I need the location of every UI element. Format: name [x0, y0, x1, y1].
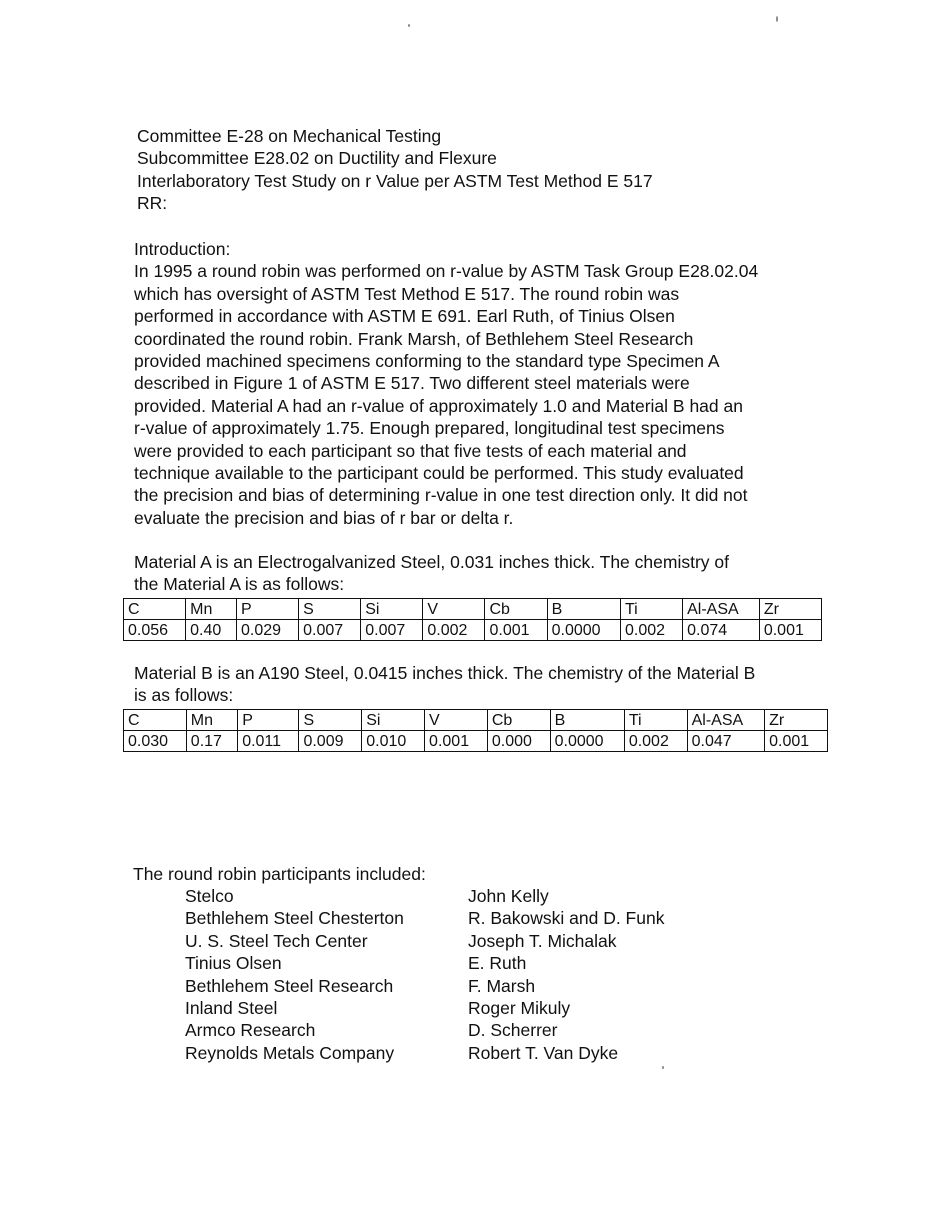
- introduction-line: r-value of approximately 1.75. Enough prepared, longitudinal test specimens: [134, 418, 725, 439]
- introduction-line: were provided to each participant so that five tests of each material and: [134, 440, 687, 461]
- introduction-line: coordinated the round robin. Frank Marsh, of Bethlehem Steel Research: [134, 328, 694, 349]
- scan-speck: [408, 24, 410, 27]
- header-line-committee: Committee E-28 on Mechanical Testing: [137, 126, 442, 146]
- table-cell: 0.047: [687, 731, 765, 752]
- table-header-cell: V: [425, 710, 488, 731]
- participant-organization: U. S. Steel Tech Center: [185, 930, 368, 951]
- participant-contact: D. Scherrer: [468, 1020, 558, 1041]
- table-cell: 0.001: [765, 731, 828, 752]
- table-header-cell: S: [299, 710, 362, 731]
- table-header-cell: P: [238, 710, 299, 731]
- table-cell: 0.001: [485, 620, 547, 641]
- table-header-cell: Ti: [620, 599, 682, 620]
- participant-contact: F. Marsh: [468, 975, 536, 996]
- participant-organization: Armco Research: [185, 1020, 316, 1041]
- material-a-line: Material A is an Electrogalvanized Steel, 0.031 inches thick. The chemistry of: [134, 552, 729, 572]
- table-header-row: [124, 599, 822, 620]
- table-header-cell: Mn: [186, 599, 237, 620]
- table-header-cell: V: [423, 599, 485, 620]
- table-header-cell: B: [547, 599, 620, 620]
- table-cell: 0.17: [186, 731, 237, 752]
- table-header-cell: S: [299, 599, 361, 620]
- material-b-chemistry-table: [123, 709, 828, 752]
- table-header-cell: Si: [361, 599, 423, 620]
- table-header-cell: Cb: [485, 599, 547, 620]
- table-header-row: [124, 710, 828, 731]
- introduction-line: evaluate the precision and bias of r bar or delta r.: [134, 507, 514, 528]
- material-a-chemistry-table: [123, 598, 822, 641]
- participant-organization: Bethlehem Steel Chesterton: [185, 908, 404, 929]
- table-header-cell: Al-ASA: [687, 710, 765, 731]
- participant-contact: R. Bakowski and D. Funk: [468, 908, 665, 929]
- table-cell: 0.40: [186, 620, 237, 641]
- participant-contact: Joseph T. Michalak: [468, 930, 617, 951]
- scan-speck: [776, 16, 778, 22]
- table-row: [124, 731, 828, 752]
- table-cell: 0.0000: [547, 620, 620, 641]
- table-cell: 0.010: [362, 731, 425, 752]
- table-cell: 0.009: [299, 731, 362, 752]
- participant-contacts: [468, 885, 664, 1064]
- participant-contact: Robert T. Van Dyke: [468, 1042, 619, 1063]
- table-cell: 0.074: [683, 620, 760, 641]
- participants-list: [185, 885, 664, 1064]
- participant-organizations: [185, 885, 468, 1064]
- material-b-line: is as follows:: [134, 685, 234, 706]
- table-cell: 0.030: [124, 731, 187, 752]
- table-header-cell: Zr: [765, 710, 828, 731]
- participant-organization: Tinius Olsen: [185, 953, 282, 974]
- table-cell: 0.007: [299, 620, 361, 641]
- table-header-cell: Cb: [487, 710, 550, 731]
- participant-organization: Reynolds Metals Company: [185, 1042, 395, 1063]
- table-cell: 0.001: [425, 731, 488, 752]
- table-header-cell: Al-ASA: [683, 599, 760, 620]
- material-a-description: [134, 551, 729, 596]
- introduction-line: technique available to the participant could be performed. This study evaluated: [134, 463, 744, 484]
- material-b-line: Material B is an A190 Steel, 0.0415 inches thick. The chemistry of the Material B: [134, 663, 756, 683]
- table-header-cell: Mn: [186, 710, 237, 731]
- table-cell: 0.0000: [550, 731, 624, 752]
- participant-organization: Inland Steel: [185, 998, 278, 1019]
- table-header-cell: Zr: [759, 599, 821, 620]
- table-cell: 0.007: [361, 620, 423, 641]
- participant-organization: Stelco: [185, 886, 234, 906]
- introduction-line: which has oversight of ASTM Test Method E 517. The round robin was: [134, 283, 680, 304]
- participant-contact: Roger Mikuly: [468, 998, 571, 1019]
- table-header-cell: C: [124, 599, 186, 620]
- introduction-line: provided machined specimens conforming to the standard type Specimen A: [134, 351, 720, 372]
- header-line-subcommittee: Subcommittee E28.02 on Ductility and Flexure: [137, 148, 497, 169]
- participants-heading: The round robin participants included:: [133, 864, 426, 884]
- scan-speck: [662, 1066, 664, 1069]
- table-cell: 0.002: [423, 620, 485, 641]
- table-cell: 0.002: [624, 731, 687, 752]
- table-cell: 0.002: [620, 620, 682, 641]
- table-header-cell: Si: [362, 710, 425, 731]
- table-header-cell: P: [236, 599, 298, 620]
- introduction-line: provided. Material A had an r-value of approximately 1.0 and Material B had an: [134, 395, 743, 416]
- material-b-description: [134, 662, 755, 707]
- introduction-section: [134, 238, 758, 529]
- table-header-cell: B: [550, 710, 624, 731]
- introduction-line: In 1995 a round robin was performed on r-value by ASTM Task Group E28.02.04: [134, 261, 759, 282]
- introduction-line: described in Figure 1 of ASTM E 517. Two different steel materials were: [134, 373, 690, 394]
- introduction-line: performed in accordance with ASTM E 691. Earl Ruth, of Tinius Olsen: [134, 306, 675, 327]
- header-line-rr: RR:: [137, 193, 168, 214]
- material-a-line: the Material A is as follows:: [134, 574, 345, 595]
- introduction-line: the precision and bias of determining r-value in one test direction only. It did not: [134, 485, 748, 506]
- introduction-heading: Introduction:: [134, 239, 231, 259]
- table-header-cell: Ti: [624, 710, 687, 731]
- participant-organization: Bethlehem Steel Research: [185, 975, 394, 996]
- header-line-study-title: Interlaboratory Test Study on r Value per ASTM Test Method E 517: [137, 170, 653, 191]
- table-row: [124, 620, 822, 641]
- participant-contact: John Kelly: [468, 886, 549, 906]
- table-cell: 0.011: [238, 731, 299, 752]
- table-cell: 0.000: [487, 731, 550, 752]
- document-header: [137, 125, 653, 215]
- table-cell: 0.056: [124, 620, 186, 641]
- table-cell: 0.001: [759, 620, 821, 641]
- participant-contact: E. Ruth: [468, 953, 527, 974]
- table-cell: 0.029: [236, 620, 298, 641]
- table-header-cell: C: [124, 710, 187, 731]
